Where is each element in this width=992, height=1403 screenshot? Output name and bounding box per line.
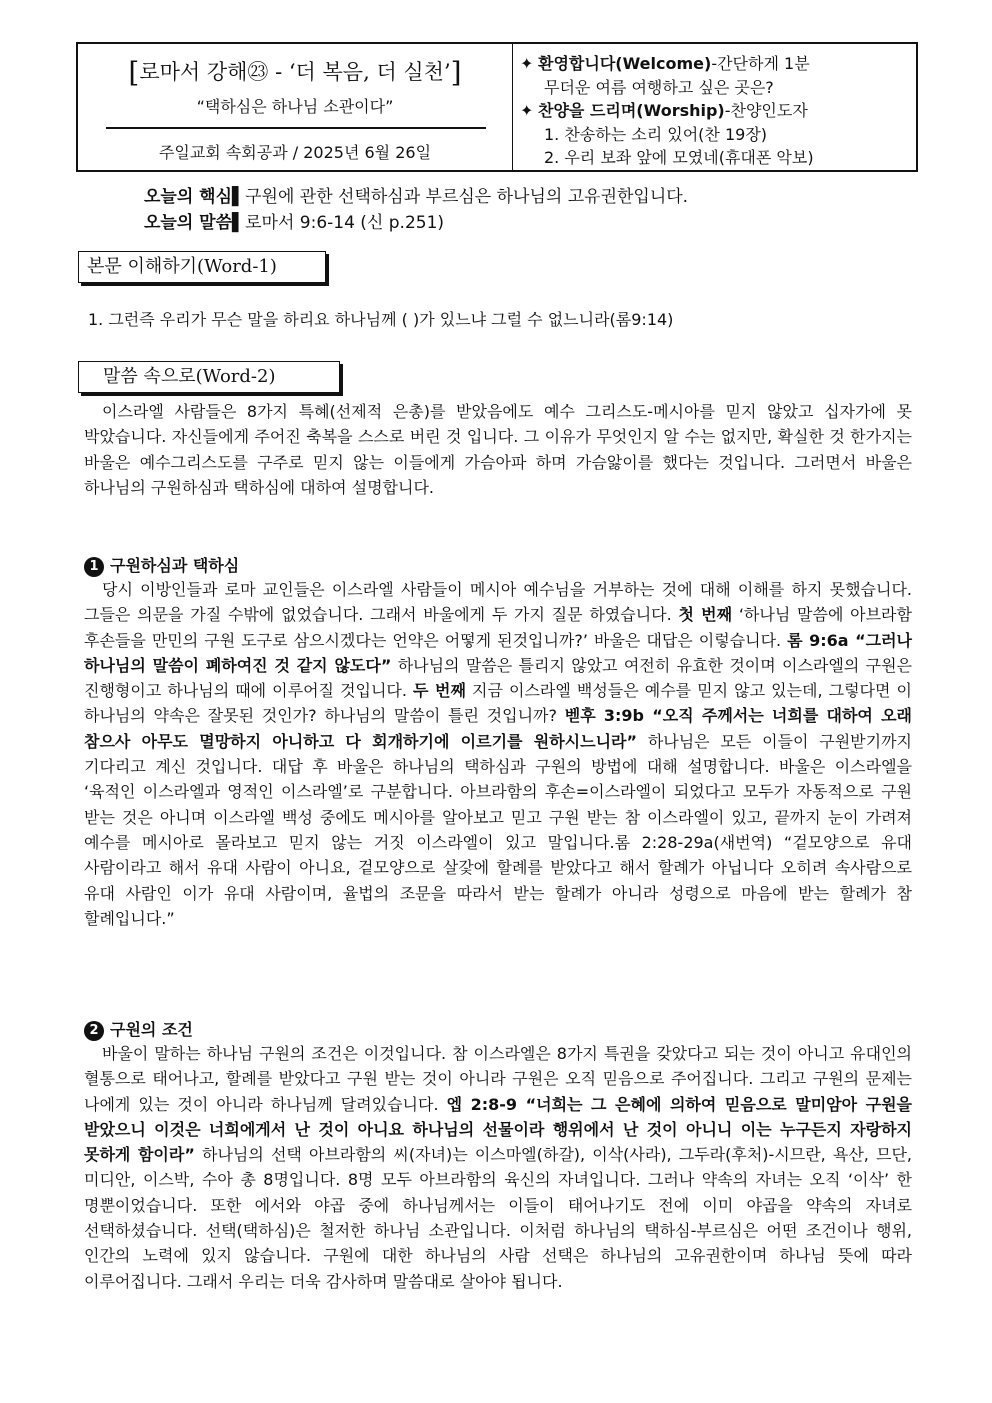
word-text: 로마서 9:6-14 (신 p.251): [245, 213, 445, 233]
header-left: [78, 44, 512, 170]
p3-text-c: 하나님의 선택 아브라함의 씨(자녀)는 이스마엘(하갈), 이삭(사라), 그두라(후처)-시므란, 욕산, 므단, 미디안, 이스박, 수아 총 8명입니다. 8명 모두 아브라함의 육신의 자녀입니다. 그러나 약속의 자녀는 오직 ‘이삭’ 한 명뿐이었습니다. 또한 에서와 야곱 중에 하나님께서는 이들이 태어나기도 전에 이미 야곱을 약속의 자녀로 선택하셨습니다. 선택(택하심)은 철저한 하나님 소관입니다. 이처럼 하나님의 택하심-부르심은 어떤 조건이나 행위, 인간의 노력에 있지 않습니다. 구원에 대한 하나님의 사람 선택은 하나님의 고유권한이며 하나님 뜻에 따라 이루어집니다. 그래서 우리는 더욱 감사하며 말씀대로 살아야 됩니다.: [84, 1145, 913, 1291]
core-text: 구원에 관한 선택하심과 부르심은 하나님의 고유권한입니다.: [245, 187, 689, 207]
p3-verse-ephesians: 엡 2:8-9 “너희는 그 은혜에 의하여 믿음으로 말미암아 구원을 받았으니 이것은 너희에게서 난 것이 아니요 하나님의 선물이라 행위에서 난 것이 아니니 이는 누구든지 자랑하지 못하게 함이라”: [84, 1094, 912, 1165]
star-icon: ✦: [520, 101, 534, 120]
p3-text-a: 바울이 말하는 하나님 구원의 조건은 이것입니다. 참 이스라엘은 8가지 특권을 갖았다고 되는 것이 아니고 유대인의 혈통으로 태어나고, 할례를 받았다고 구원 받는 것이 아니라 구원은 오직 믿음으로 주어집니다. 그리고 구원의 문제는 나에게 있는 것이 아니라 하나님께 달려있습니다.: [84, 1044, 912, 1114]
lesson-title: [78, 56, 512, 89]
p2-text-c: ‘하나님 말씀에 아브라함 후손들을 만민의 구원 도구로 삼으시겠다는 언약은 어떻게 된것입니까?’ 바울은 대답은 이렇습니다.: [84, 605, 912, 650]
p2-first-label: 첫 번째: [678, 605, 733, 625]
number-badge-icon: 1: [84, 557, 104, 577]
header-divider: [512, 44, 513, 170]
bar-icon: ▌: [232, 187, 246, 207]
lesson-date: 주일교회 속회공과 / 2025년 6월 26일: [158, 143, 432, 162]
word-label: 오늘의 말씀: [144, 213, 233, 233]
p2-verse-peter: 벧후 3:9b “오직 주께서는 너희를 대하여 오래 참으사 아무도 멸망하지 아니하고 다 회개하기에 이르기를 원하시느니라”: [84, 706, 912, 751]
p2-text-e: 하나님의 말씀은 틀리지 않았고 여전히 유효한 것이며 이스라엘의 구원은 진행형이고 하나님의 때에 이루어질 것입니다.: [84, 655, 913, 701]
welcome-question: 무더운 여름 여행하고 싶은 곳은?: [544, 77, 774, 97]
hymn-1: 1. 찬송하는 소리 있어(찬 19장): [544, 124, 768, 144]
title-bracket-open: [: [128, 56, 140, 89]
header-rule: [106, 127, 486, 129]
subheading-2: [84, 1017, 193, 1041]
intro-text: 이스라엘 사람들은 8가지 특혜(선제적 은총)를 받았음에도 예수 그리스도-메시아를 믿지 않았고 십자가에 못 박았습니다. 자신들에게 주어진 축복을 스스로 버린 것 입니다. 그 이유가 무엇인지 알 수는 없지만, 확실한 것 한가지는 바울은 예수그리스도를 구주로 믿지 않는 이들에게 가슴아파 하며 가슴앓이를 했다는 것입니다. 그러면서 바울은 하나님의 구원하심과 택하심에 대하여 설명합니다.: [84, 402, 912, 497]
paragraph-election: [84, 577, 912, 931]
intro-paragraph: [84, 399, 912, 500]
subheading-1-title: 구원하심과 택하심: [110, 556, 240, 575]
section-1-heading: 본문 이해하기(Word-1): [78, 251, 326, 283]
core-summary: [144, 184, 688, 236]
lesson-subtitle: “택하심은 하나님 소관이다”: [196, 97, 394, 116]
word-line: [144, 210, 688, 236]
header-right: [520, 52, 912, 170]
p2-text-a: 당시 이방인들과 로마 교인들은 이스라엘 사람들이 메시아 예수님을 거부하는 것에 대해 이해를 하지 못했습니다. 그들은 의문을 가질 수밖에 없었습니다. 그래서 바울에게 두 가지 질문 하였습니다.: [84, 580, 912, 625]
lesson-title-text: 로마서 강해㉓ - ‘더 복음, 더 실천’: [139, 60, 451, 84]
subheading-1: [84, 553, 239, 577]
welcome-line: [520, 52, 912, 76]
worship-label: 찬양을 드리며(Worship): [538, 101, 725, 120]
hymn-2: 2. 우리 보좌 앞에 모였네(휴대폰 악보): [544, 148, 814, 167]
worship-line: [520, 99, 912, 123]
header-box: [76, 42, 918, 172]
p2-text-i: 하나님은 모든 이들이 구원받기까지 기다리고 계신 것입니다. 대답 후 바울은 하나님의 택하심과 구원의 방법에 대해 설명합니다. 바울은 이스라엘을 ‘육적인 이스라엘과 영적인 이스라엘’로 구분합니다. 아브라함의 후손=이스라엘이 되었다고 모두가 자동적으로 구원 받는 것은 아니며 이스라엘 백성 중에도 메시아를 알아보고 믿고 구원 받는 참 이스라엘이 있고, 끝까지 눈이 가려져 예수를 메시아로 몰라보고 믿지 않는 거짓 이스라엘이 있고 말입니다.롬 2:28-29a(새번역) “겉모양으로 유대 사람이라고 해서 유대 사람이 아니요, 겉모양으로 살갗에 할례를 받았다고 해서 할례가 아닙니다 오히려 속사람으로 유대 사람인 이가 유대 사람이며, 율법의 조문을 따라서 받는 할례가 아니라 성령으로 마음에 받는 할례가 참 할례입니다.”: [84, 731, 912, 928]
title-bracket-close: ]: [450, 56, 462, 89]
bar-icon: ▌: [232, 213, 246, 233]
core-label: 오늘의 핵심: [144, 187, 233, 207]
number-badge-icon: 2: [84, 1021, 104, 1041]
paragraph-condition: [84, 1041, 912, 1294]
welcome-label: 환영합니다(Welcome): [538, 54, 712, 73]
core-line: [144, 184, 688, 210]
star-icon: ✦: [520, 54, 534, 73]
question-1: 1. 그런즉 우리가 무슨 말을 하리요 하나님께 ( )가 있느냐 그럴 수 없느니라(롬9:14): [88, 310, 674, 329]
subheading-2-title: 구원의 조건: [110, 1020, 193, 1039]
p2-text-g: 지금 이스라엘 백성들은 예수를 믿지 않고 있는데, 그렇다면 이 하나님의 약속은 잘못된 것인가? 하나님의 말씀이 틀린 것입니까?: [84, 681, 912, 726]
worship-text: -찬양인도자: [724, 101, 808, 120]
p2-verse-romans: 롬 9:6a “그러나 하나님의 말씀이 폐하여진 것 같지 않도다”: [84, 630, 912, 675]
p2-second-label: 두 번째: [413, 681, 466, 701]
welcome-text: -간단하게 1분: [711, 54, 810, 73]
section-2-heading: 말씀 속으로(Word-2): [78, 361, 340, 393]
